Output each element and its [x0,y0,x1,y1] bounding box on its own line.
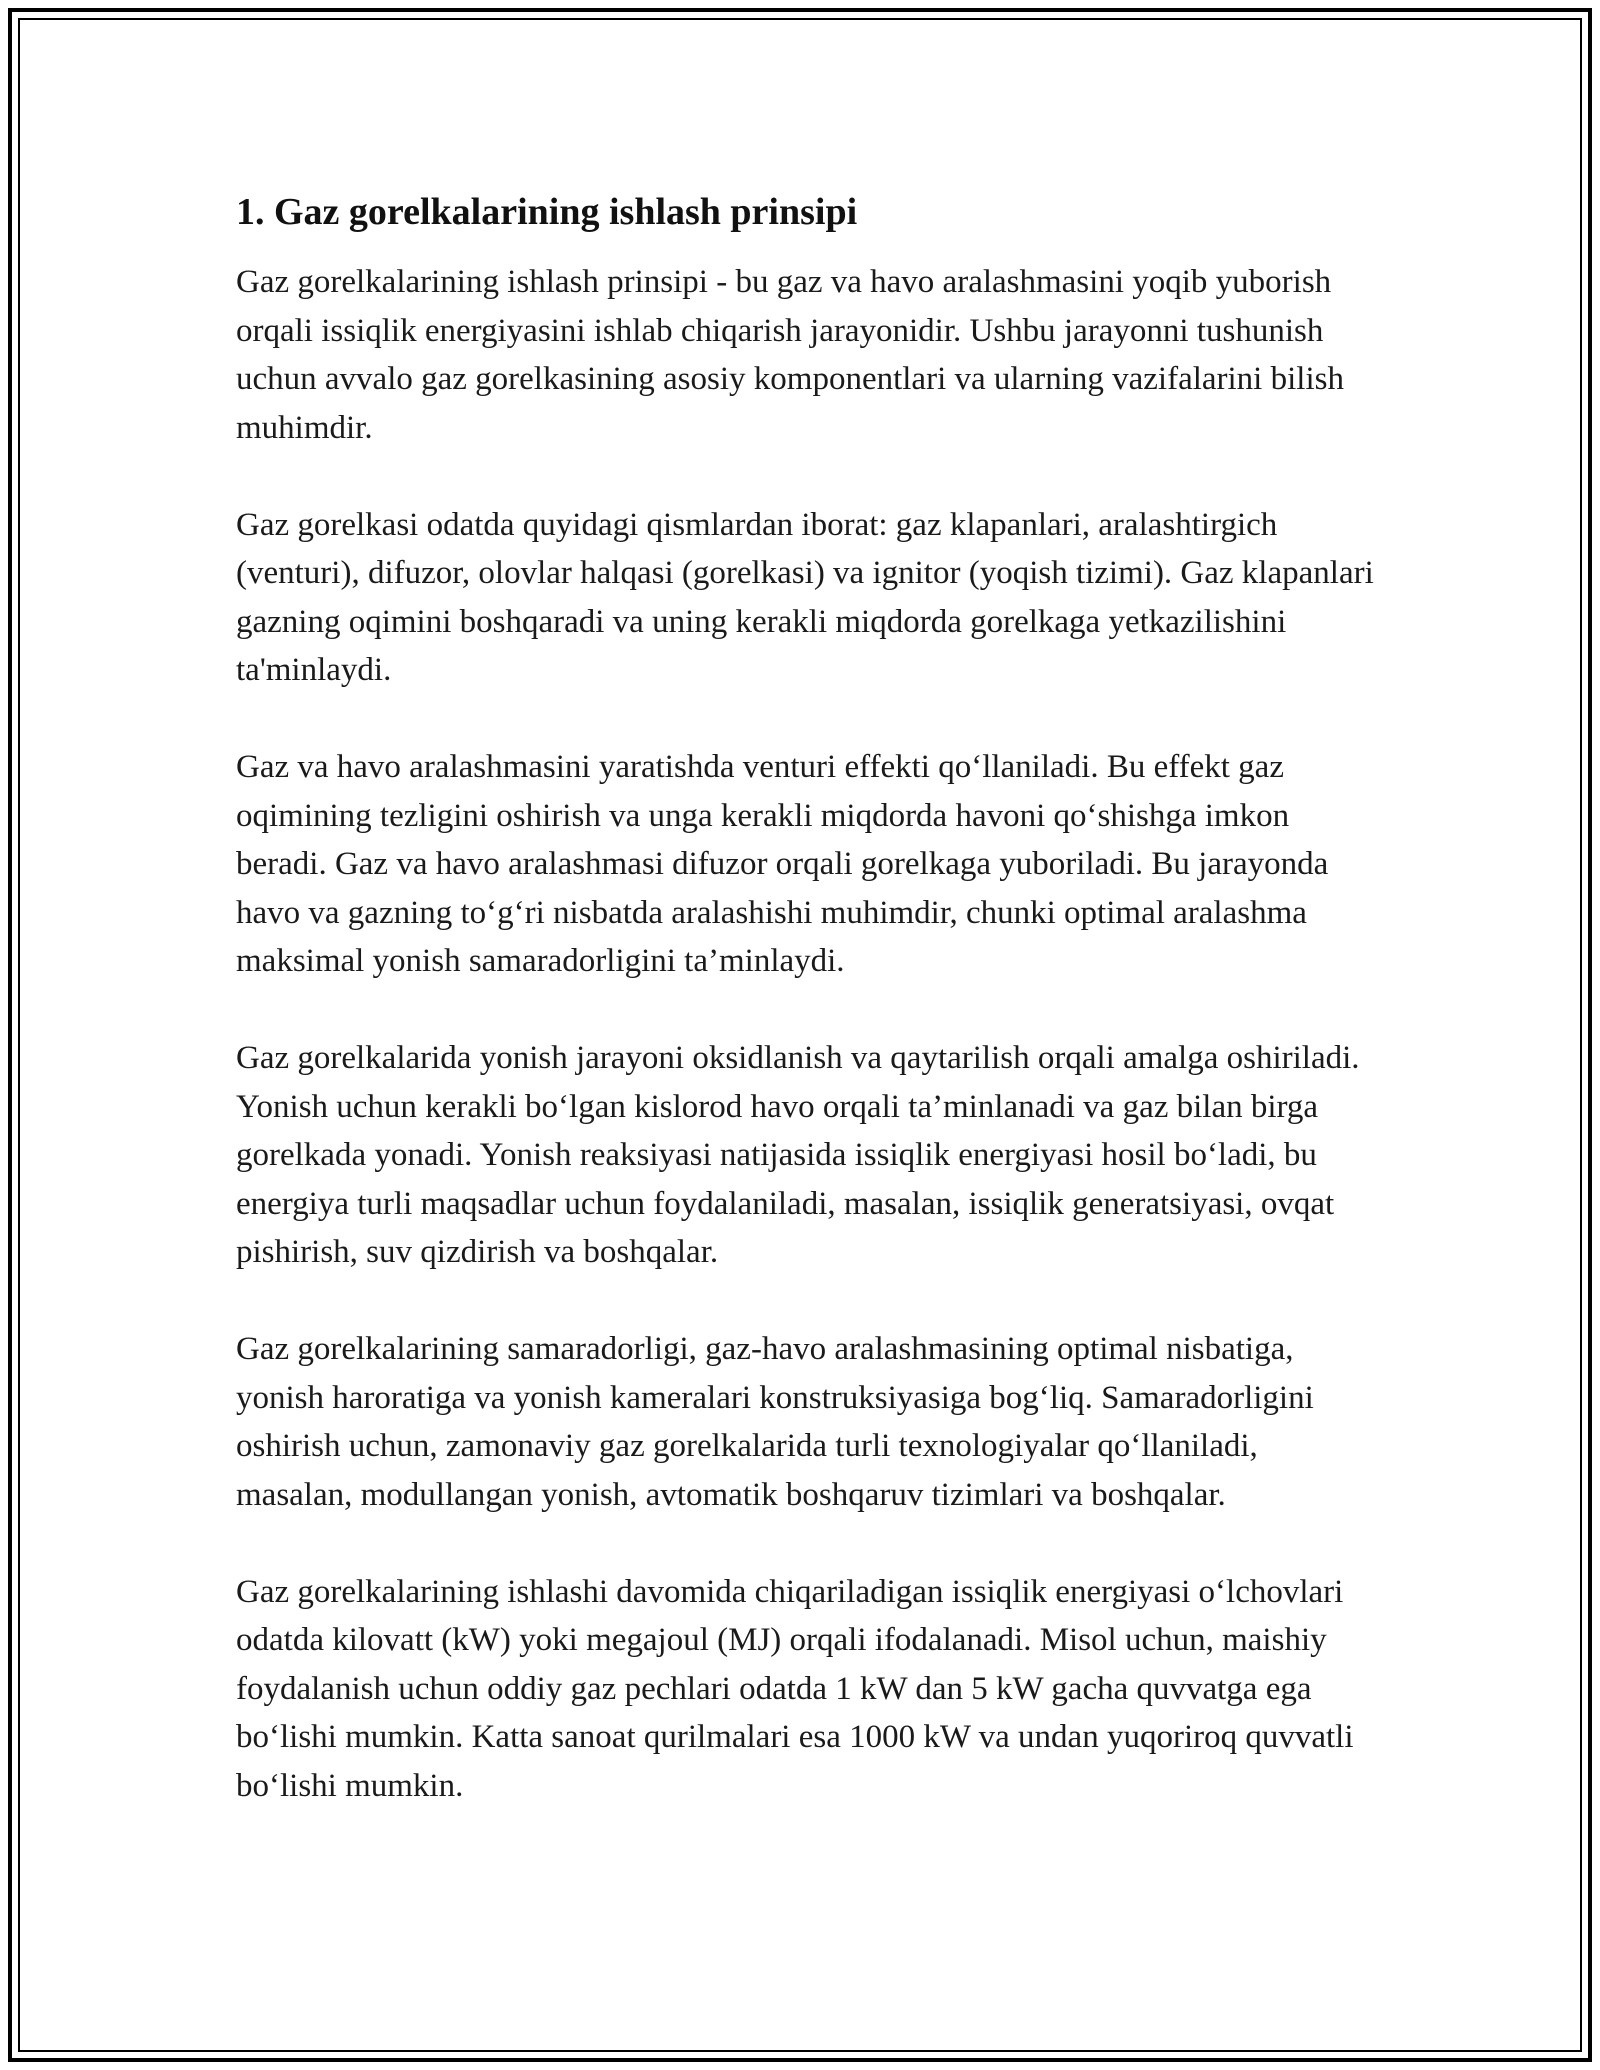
document-body [236,188,1376,1859]
paragraph-power-output: Gaz gorelkalarining ishlashi davomida chiqariladigan issiqlik energiyasi o‘lchovlari odatda kilovatt (kW) yoki megajoul (MJ) orqali ifodalanadi. Misol uchun, maishiy foydalanish uchun oddiy gaz pechlari odatda 1 kW dan 5 kW gacha quvvatga ega bo‘lishi mumkin. Katta sanoat qurilmalari esa 1000 kW va undan yuqoriroq quvvatli bo‘lishi mumkin. [236,1573,1354,1804]
paragraph-components: Gaz gorelkasi odatda quyidagi qismlardan iborat: gaz klapanlari, aralashtirgich (venturi), difuzor, olovlar halqasi (gorelkasi) va ignitor (yoqish tizimi). Gaz klapanlari gazning oqimini boshqaradi va uning kerakli miqdorda gorelkaga yetkazilishini ta'minlaydi. [236,506,1374,688]
paragraph-combustion: Gaz gorelkalarida yonish jarayoni oksidlanish va qaytarilish orqali amalga oshiriladi. Yonish uchun kerakli bo‘lgan kislorod havo orqali ta’minlanadi va gaz bilan birga gorelkada yonadi. Yonish reaksiyasi natijasida issiqlik energiyasi hosil bo‘ladi, bu energiya turli maqsadlar uchun foydalaniladi, masalan, issiqlik generatsiyasi, ovqat pishirish, suv qizdirish va boshqalar. [236,1040,1360,1270]
paragraph-intro: Gaz gorelkalarining ishlash prinsipi - bu gaz va havo aralashmasini yoqib yuborish orqali issiqlik energiyasini ishlab chiqarish jarayonidir. Ushbu jarayonni tushunish uchun avvalo gaz gorelkasining asosiy komponentlari va ularning vazifalarini bilish muhimdir. [236,264,1344,446]
paragraph-venturi: Gaz va havo aralashmasini yaratishda venturi effekti qo‘llaniladi. Bu effekt gaz oqimining tezligini oshirish va unga kerakli miqdorda havoni qo‘shishga imkon beradi. Gaz va havo aralashmasi difuzor orqali gorelkaga yuboriladi. Bu jarayonda havo va gazning to‘g‘ri nisbatda aralashishi muhimdir, chunki optimal aralashma maksimal yonish samaradorligini ta’minlaydi. [236,749,1329,979]
section-heading: 1. Gaz gorelkalarining ishlash prinsipi [236,191,858,233]
paragraph-efficiency: Gaz gorelkalarining samaradorligi, gaz-havo aralashmasining optimal nisbatiga, yonish haroratiga va yonish kameralari konstruksiyasiga bog‘liq. Samaradorligini oshirish uchun, zamonaviy gaz gorelkalarida turli texnologiyalar qo‘llaniladi, masalan, modullangan yonish, avtomatik boshqaruv tizimlari va boshqalar. [236,1331,1314,1513]
